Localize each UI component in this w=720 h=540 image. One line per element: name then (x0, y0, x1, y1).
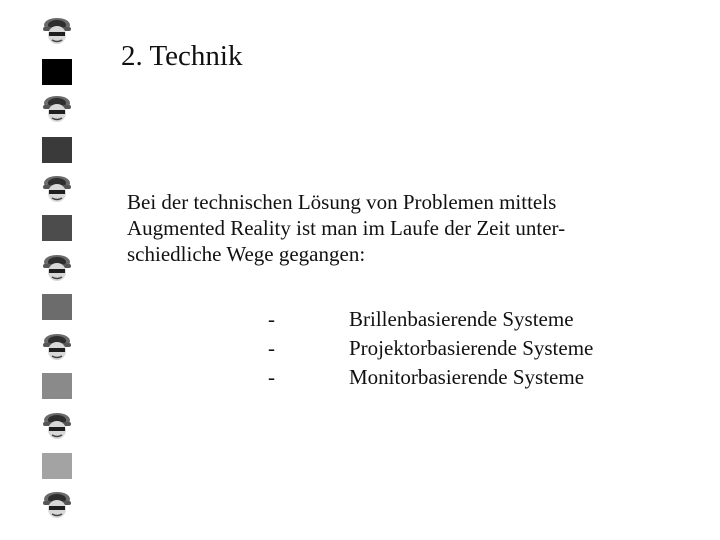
sidebar-square (42, 453, 72, 479)
list-item (268, 334, 593, 363)
bullet-marker: - (268, 336, 275, 360)
avatar-icon (41, 174, 73, 204)
bullet-marker: - (268, 307, 275, 331)
bullet-marker: - (268, 365, 275, 389)
bullet-text: Brillenbasierende Systeme (349, 307, 574, 331)
intro-line: Augmented Reality ist man im Laufe der Zeit unter- (127, 216, 566, 240)
list-item (268, 305, 593, 334)
bullet-list (268, 305, 593, 392)
avatar-icon (41, 490, 73, 520)
avatar-icon (41, 411, 73, 441)
decorative-sidebar (0, 0, 100, 540)
sidebar-square (42, 215, 72, 241)
bullet-text: Projektorbasierende Systeme (349, 336, 594, 360)
intro-paragraph (127, 189, 647, 267)
avatar-icon (41, 332, 73, 362)
avatar-icon (41, 94, 73, 124)
sidebar-square (42, 294, 72, 320)
slide-title: 2. Technik (121, 40, 243, 72)
avatar-icon (41, 16, 73, 46)
intro-line: Bei der technischen Lösung von Problemen mittels (127, 190, 557, 214)
intro-line: schiedliche Wege gegangen: (127, 242, 366, 266)
avatar-icon (41, 253, 73, 283)
sidebar-square (42, 137, 72, 163)
bullet-text: Monitorbasierende Systeme (349, 365, 585, 389)
list-item (268, 363, 593, 392)
sidebar-square (42, 59, 72, 85)
sidebar-square (42, 373, 72, 399)
